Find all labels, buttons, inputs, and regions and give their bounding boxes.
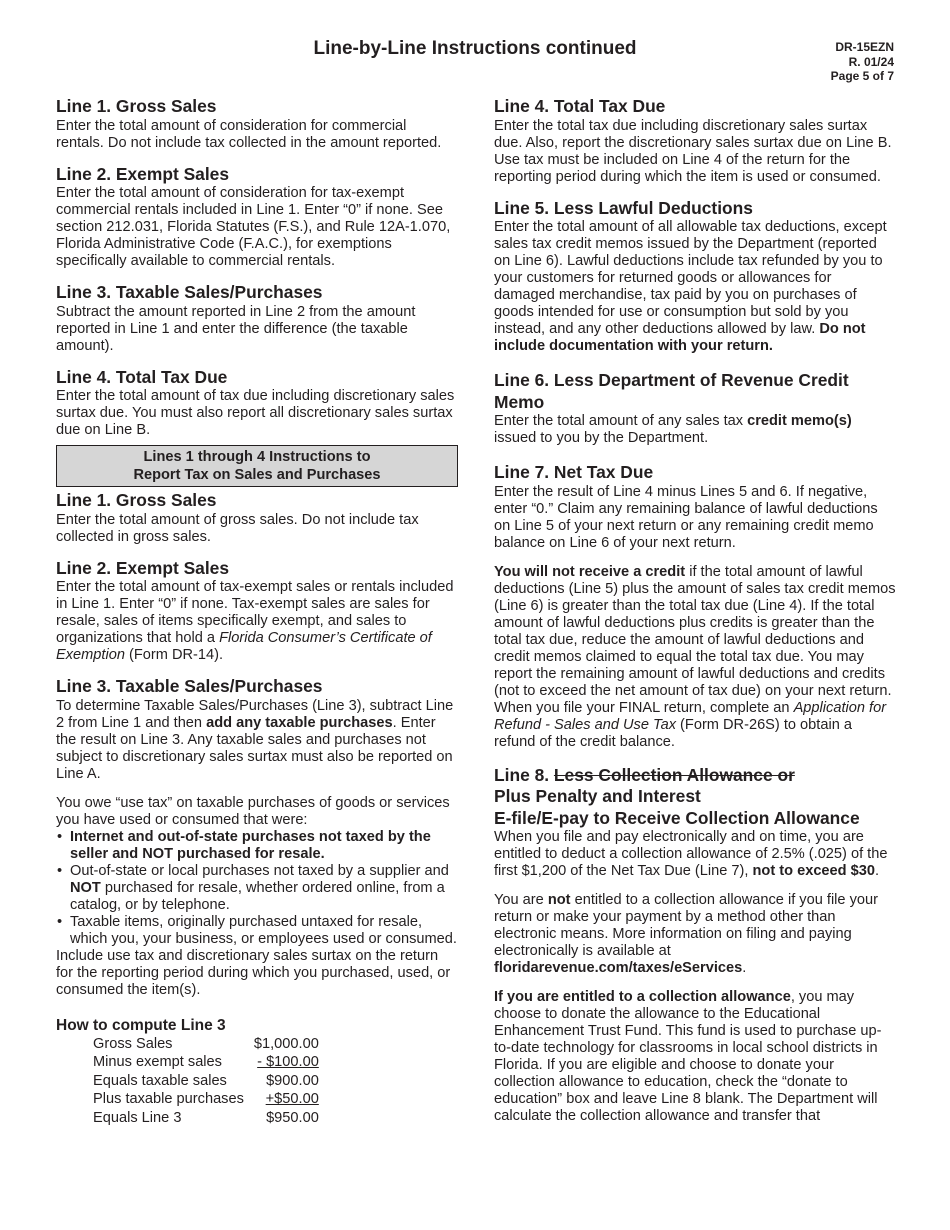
heading-part: Line 8. xyxy=(494,764,554,785)
list-item-text: Taxable items, originally purchased untaxed for resale, which you, your business, or employees used or consumed. xyxy=(70,913,457,947)
text-part: Out-of-state or local purchases not taxed by a supplier and xyxy=(70,862,449,879)
section-use-tax xyxy=(56,795,458,999)
section-heading: Line 7. Net Tax Due xyxy=(494,462,654,482)
section-heading: Line 1. Gross Sales xyxy=(56,96,217,116)
use-tax-intro: You owe “use tax” on taxable purchases of goods or services you have used or consumed that were: xyxy=(56,794,450,828)
section-text xyxy=(494,219,896,355)
text-part: . Enter the result on Line 3. Any taxable sales and purchases not subject to discretionary sales surtax must also be reported on Line A. xyxy=(56,714,453,782)
list-item xyxy=(56,863,458,914)
form-title-italic: Application for Refund - Sales and Use Tax xyxy=(494,699,887,733)
text-part: purchased for resale, whether ordered online, from a catalog, or by telephone. xyxy=(70,879,445,913)
section-text xyxy=(56,579,458,664)
box-line-2: Report Tax on Sales and Purchases xyxy=(133,467,381,483)
section-heading-line-3: E-file/E-pay to Receive Collection Allowance xyxy=(494,807,860,828)
row-amount: $1,000.00 xyxy=(253,1035,319,1052)
struck-heading-text: Less Collection Allowance or xyxy=(553,764,795,785)
table-row xyxy=(93,1035,319,1054)
section-exempt-sales xyxy=(56,558,458,665)
emphasis-text: NOT xyxy=(70,879,101,896)
donation-text xyxy=(494,989,896,1125)
form-number: DR-15EZN xyxy=(835,40,894,54)
section-compute-line-3 xyxy=(56,1016,458,1128)
section-text: Enter the total amount of consideration for commercial rentals. Do not include tax collected in the amount reported. xyxy=(56,117,442,151)
section-taxable-sales-purchases xyxy=(56,676,458,783)
table-row xyxy=(93,1053,319,1072)
table-row xyxy=(93,1090,319,1109)
section-net-tax-due xyxy=(494,462,896,751)
section-collection-allowance xyxy=(494,765,896,1126)
eservices-link[interactable]: floridarevenue.com/taxes/eServices xyxy=(494,960,743,976)
text-part: (Form DR-14). xyxy=(124,647,224,663)
emphasis-text: not to exceed $30 xyxy=(752,863,875,879)
section-text: Enter the total tax due including discretionary sales surtax due. Also, report the discretionary sales surtax due on Line B. Use tax must be included on Line 4 of the return for the reporting period during which the item is used or consumed. xyxy=(494,117,892,185)
section-heading: Line 4. Total Tax Due xyxy=(56,366,228,387)
table-row xyxy=(93,1109,319,1128)
row-label: Plus taxable purchases xyxy=(93,1091,244,1108)
section-text: Enter the total amount of consideration for tax-exempt commercial rentals included in Line 1. Enter “0” if none. See section 212.031, Florida Statutes (F.S.), and Rule 12A-1.070, Florida Administrative Code (F.A.C.), for exemptions specifically available to commercial rentals. xyxy=(56,185,451,269)
credit-note xyxy=(494,564,896,751)
right-column xyxy=(494,96,896,1125)
section-heading-line-2: Plus Penalty and Interest xyxy=(494,786,701,806)
text-part: . xyxy=(875,863,880,879)
section-heading: Line 5. Less Lawful Deductions xyxy=(494,197,753,218)
text-part: (Form DR-26S) to obtain a refund of the credit balance. xyxy=(494,716,852,750)
emphasis-text: not xyxy=(547,892,571,908)
emphasis-text: credit memo(s) xyxy=(747,413,852,429)
form-title-italic: Florida Consumer’s Certificate of Exemption xyxy=(56,630,432,663)
allowance-text xyxy=(494,829,896,880)
text-part: To determine Taxable Sales/Purchases (Line 3), subtract Line 2 from Line 1 and then xyxy=(56,697,454,731)
section-text: Enter the result of Line 4 minus Lines 5 and 6. If negative, enter “0.” Claim any remaining balance of lawful deductions on Line 5 of your next return or any remaining credit memo balance on Line 6 of your next return. xyxy=(494,483,878,551)
row-label: Equals taxable sales xyxy=(93,1072,227,1089)
row-amount: +$50.00 xyxy=(265,1091,319,1108)
text-part: if the total amount of lawful deductions (Line 5) plus the amount of sales tax credit memos (Line 6) is greater than the total tax due (Line 4). If the total amount of lawful deductions plus credits is greater than the total tax due, reduce the amount of lawful deductions and credit memos claimed to equal the total tax due. You may report the remaining amount of lawful deductions and credits (not to exceed the net amount of tax due) on your next return. When you file your FINAL return, complete an xyxy=(494,563,896,716)
compute-heading: How to compute Line 3 xyxy=(56,1016,226,1034)
page-number: Page 5 of 7 xyxy=(830,69,894,83)
row-amount: $950.00 xyxy=(266,1109,319,1126)
section-heading: Line 3. Taxable Sales/Purchases xyxy=(56,282,323,302)
section-heading: Line 2. Exempt Sales xyxy=(56,163,230,184)
allowance-eligibility-text xyxy=(494,892,896,977)
section-text: Subtract the amount reported in Line 2 from the amount reported in Line 1 and enter the difference (the taxable amount). xyxy=(56,303,416,354)
form-revision: R. 01/24 xyxy=(848,54,894,69)
form-identifier xyxy=(831,40,894,84)
text-part: Enter the total amount of tax-exempt sales or rentals included in Line 1. Enter “0” if none. Tax-exempt sales are sales for resale, sales of items specifically exempt, and sales to organizations that hold a xyxy=(56,579,454,646)
text-part: , you may choose to donate the allowance to the Educational Enhancement Trust Fund. This fund is used to purchase up-to-date technology for classrooms in local school districts in Florida. If you are eligible and choose to donate your collection allowance to education, check the “donate to education” box and leave Line 8 blank. The Department will calculate the collection allowance and transfer that xyxy=(494,989,882,1124)
section-heading: Line 3. Taxable Sales/Purchases xyxy=(56,676,323,696)
section-text xyxy=(56,698,458,783)
section-taxable-sales-rentals xyxy=(56,282,458,355)
section-gross-sales xyxy=(56,490,458,546)
text-part: . xyxy=(742,960,747,976)
text-part: Enter the total amount of all allowable tax deductions, except sales tax credit memos issued by the Department (reported on Line 6). Lawful deductions include tax refunded by you to your customers for returned goods or allowances for damaged merchandise, tax paid by you on purchases of goods intended for use or consumption but sold by you instead, and any other deductions allowed by law. xyxy=(494,219,887,337)
text-part: entitled to a collection allowance if you file your return or make your payment by a method other than electronic means. More information on filing and paying electronically is available at xyxy=(494,892,878,959)
section-heading: Line 4. Total Tax Due xyxy=(494,96,666,116)
section-heading: Line 1. Gross Sales xyxy=(56,490,217,510)
section-total-tax-due-rentals xyxy=(56,367,458,440)
page-title: Line-by-Line Instructions continued xyxy=(313,38,637,59)
emphasis-text: add any taxable purchases xyxy=(206,714,393,731)
section-heading: Line 6. Less Department of Revenue Credit Memo xyxy=(494,370,849,412)
row-amount: - $100.00 xyxy=(257,1054,319,1071)
text-part: Enter the total amount of any sales tax xyxy=(494,413,748,429)
use-tax-list xyxy=(56,829,458,948)
left-column xyxy=(56,96,458,1127)
row-amount: $900.00 xyxy=(266,1072,319,1089)
section-gross-sales-rentals xyxy=(56,96,458,152)
box-line-1: Lines 1 through 4 Instructions to xyxy=(143,449,371,465)
section-text: Enter the total amount of gross sales. Do not include tax collected in gross sales. xyxy=(56,511,419,545)
use-tax-outro: Include use tax and discretionary sales surtax on the return for the reporting period during which you purchased, used, or consumed the item(s). xyxy=(56,947,451,998)
list-item xyxy=(56,829,458,863)
text-part: You are xyxy=(494,892,548,908)
emphasis-text: Do not include documentation with your return. xyxy=(494,321,866,354)
section-total-tax-due xyxy=(494,96,896,186)
section-credit-memo xyxy=(494,370,896,447)
text-part: issued to you by the Department. xyxy=(494,430,709,446)
list-item xyxy=(56,914,458,948)
emphasis-text: If you are entitled to a collection allowance xyxy=(494,989,791,1005)
compute-table xyxy=(93,1035,319,1128)
table-row xyxy=(93,1072,319,1091)
text-part: When you file and pay electronically and on time, you are entitled to deduct a collection allowance of 2.5% (.025) of the first $1,200 of the Net Tax Due (Line 7), xyxy=(494,829,888,879)
row-label: Minus exempt sales xyxy=(93,1054,222,1071)
row-label: Equals Line 3 xyxy=(93,1109,182,1126)
instructions-box xyxy=(56,445,458,487)
section-exempt-sales-rentals xyxy=(56,164,458,271)
section-text xyxy=(494,413,896,447)
row-label: Gross Sales xyxy=(93,1035,173,1052)
list-item-text: Internet and out-of-state purchases not taxed by the seller and NOT purchased for resale. xyxy=(70,828,431,862)
section-lawful-deductions xyxy=(494,198,896,356)
section-heading xyxy=(494,765,896,787)
section-text: Enter the total amount of tax due including discretionary sales surtax due. You must also report all discretionary sales surtax due on Line B. xyxy=(56,388,455,438)
section-heading: Line 2. Exempt Sales xyxy=(56,557,230,578)
emphasis-text: You will not receive a credit xyxy=(494,563,686,580)
